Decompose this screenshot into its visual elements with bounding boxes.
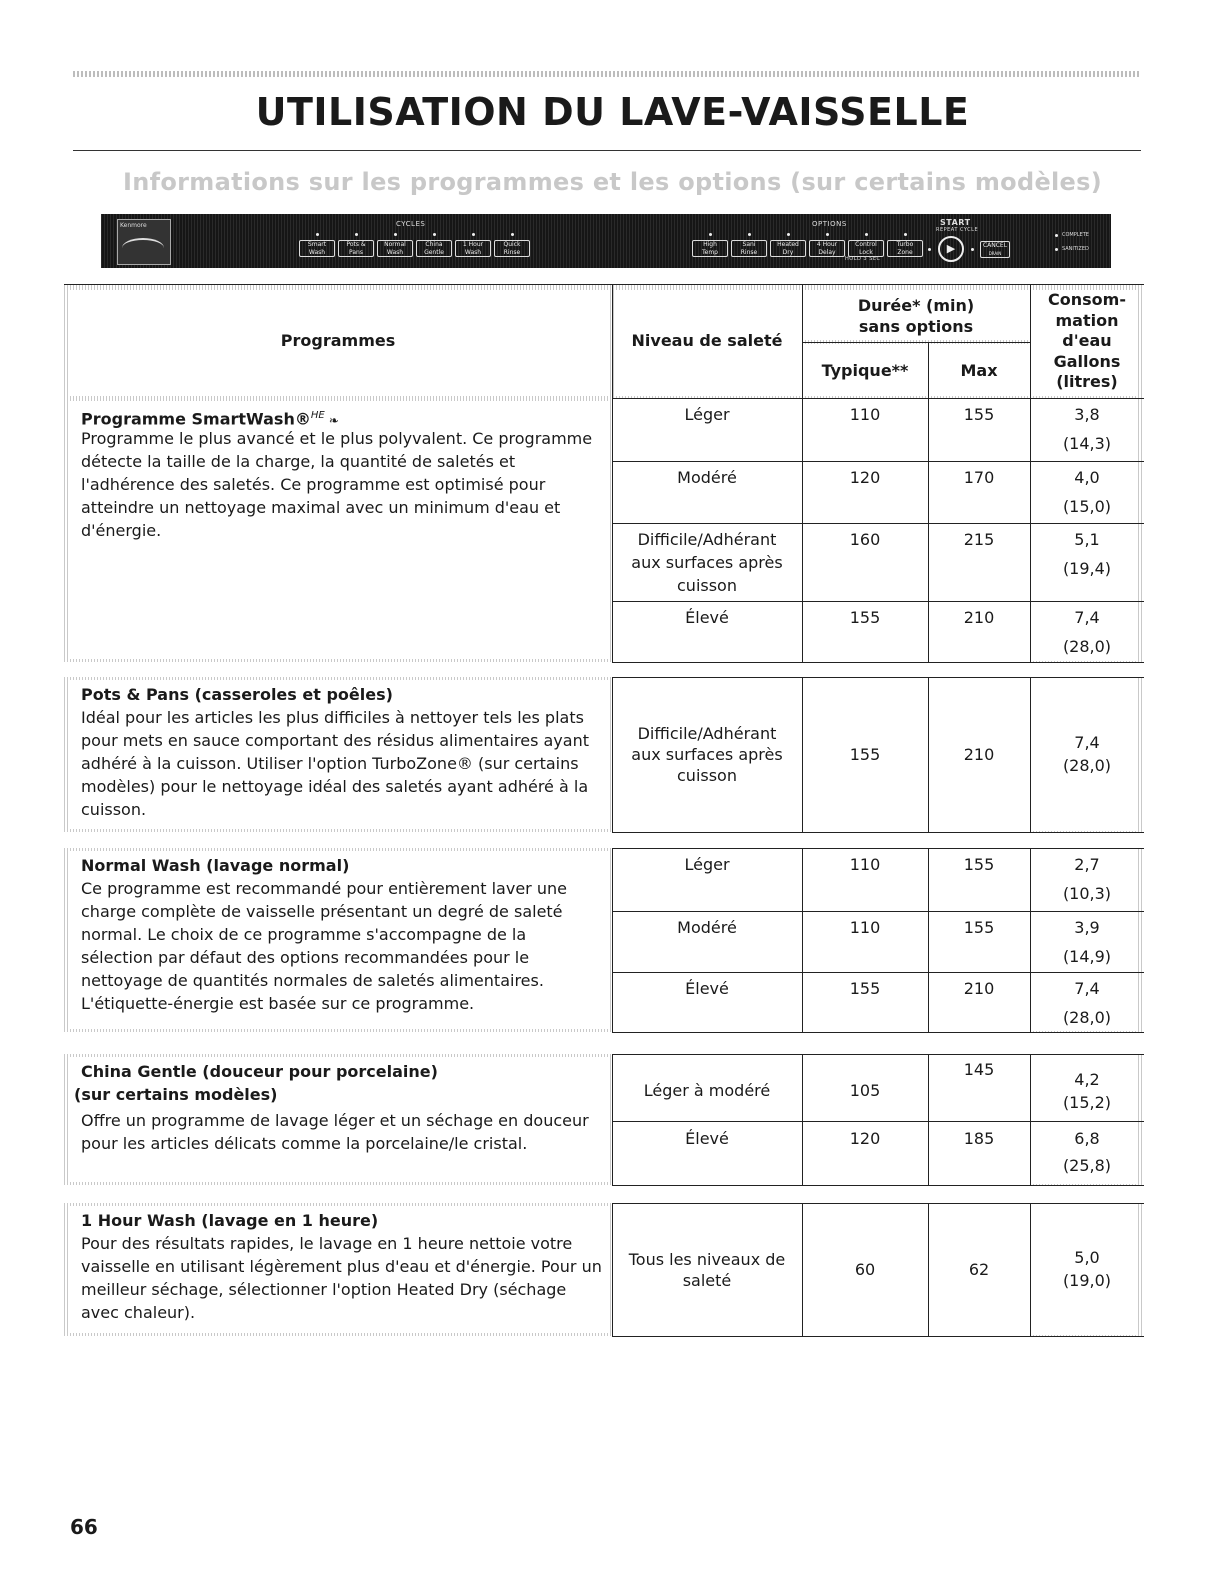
gallons-value: 7,4 (1074, 732, 1100, 752)
program-description-line: meilleur séchage, sélectionner l'option Heated Dry (séchage (81, 1280, 567, 1299)
value-cell-bg (803, 849, 928, 1032)
header-consommation: d'eau (1062, 331, 1112, 350)
leaf-icon: ❧ (324, 413, 339, 428)
program-name-superscript: HE (310, 410, 325, 421)
niveau-value: cuisson (677, 576, 737, 595)
indicator-dot (433, 233, 436, 236)
typique-value: 155 (849, 979, 881, 998)
button-line-1: 1 Hour (462, 241, 484, 248)
logo-swoosh-icon (122, 238, 164, 258)
block-top-border (612, 677, 1144, 678)
niveau-value: Élevé (685, 979, 729, 998)
litres-value: (14,3) (1062, 434, 1112, 453)
typique-value: 160 (849, 530, 881, 549)
max-value: 210 (963, 744, 995, 764)
litres-value: (15,2) (1062, 1093, 1112, 1112)
litres-value: (19,4) (1062, 559, 1112, 578)
program-description-line: normal. Le choix de ce programme s'accompagne de la (81, 925, 527, 944)
title-rule (73, 150, 1141, 151)
button-line-2: Pans (349, 249, 363, 256)
status-sanitized: SANITIZED (1062, 246, 1089, 252)
max-value: 210 (963, 979, 995, 998)
hold-label: HOLD 3 SEC (845, 256, 881, 262)
row-divider (612, 523, 1144, 524)
header-niveau: Niveau de saleté (631, 331, 783, 350)
cycle-button (416, 240, 452, 257)
header-duree-divider (802, 342, 1030, 343)
program-name: Pots & Pans (casseroles et poêles) (81, 685, 393, 704)
max-value: 155 (963, 855, 995, 874)
block-top-border (612, 398, 1144, 399)
button-line-1: Control (855, 241, 877, 248)
gallons-value: 7,4 (1074, 979, 1100, 998)
niveau-value: Léger (684, 405, 730, 424)
indicator-dot (748, 233, 751, 236)
program-description-line: pour mets en sauce comportant des résidus alimentaires ayant (81, 731, 589, 750)
max-value: 215 (963, 530, 995, 549)
program-description-line: cuisson. (81, 800, 147, 819)
indicator-dot (511, 233, 514, 236)
cycles-label: CYCLES (396, 220, 426, 228)
typique-value: 110 (849, 918, 881, 937)
row-divider (612, 1121, 1144, 1122)
section-subtitle: Informations sur les programmes et les options (sur certains modèles) (123, 168, 1102, 196)
drain-label: DRAIN (988, 251, 1002, 256)
value-cell-bg (613, 1055, 802, 1185)
header-duree: Durée* (min) (857, 296, 975, 315)
niveau-value: Modéré (677, 918, 737, 937)
button-line-1: Sani (742, 241, 756, 248)
cycle-button (455, 240, 491, 257)
gallons-value: 4,2 (1074, 1070, 1100, 1089)
button-line-2: Wash (464, 249, 482, 256)
litres-value: (28,0) (1062, 637, 1112, 656)
value-cell-bg (929, 849, 1030, 1032)
button-line-1: China (425, 241, 443, 248)
cycle-button (338, 240, 374, 257)
program-description-line: l'adhérence des saletés. Ce programme est optimisé pour (81, 475, 546, 494)
header-consommation: (litres) (1056, 372, 1118, 391)
program-description-line: adhéré à la cuisson. Utiliser l'option TurboZone® (sur certains (81, 754, 579, 773)
block-top-border (612, 1203, 1144, 1204)
header-max: Max (960, 361, 998, 380)
header-top-border (64, 284, 1144, 285)
gallons-value: 4,0 (1074, 468, 1100, 487)
header-programmes: Programmes (280, 331, 396, 350)
value-cell-bg (1031, 849, 1138, 1031)
gallons-value: 2,7 (1074, 855, 1100, 874)
indicator-dot (865, 233, 868, 236)
program-description-line: Offre un programme de lavage léger et un séchage en douceur (81, 1111, 589, 1130)
gallons-value: 5,0 (1074, 1247, 1100, 1267)
litres-value: (10,3) (1062, 884, 1112, 903)
typique-value: 110 (849, 855, 881, 874)
program-name: Normal Wash (lavage normal) (81, 856, 350, 875)
start-button-icon: ▶ (938, 236, 964, 262)
program-description-line: vaisselle en utilisant légèrement plus d'eau et d'énergie. Pour un (81, 1257, 602, 1276)
status-complete: COMPLETE (1062, 232, 1089, 238)
button-line-1: Quick (503, 241, 521, 248)
block-bottom-border (612, 832, 1144, 833)
program-name-line-2: (sur certains modèles) (74, 1085, 278, 1104)
indicator-dot (787, 233, 790, 236)
sanitized-dot (1055, 248, 1058, 251)
niveau-value: aux surfaces après (631, 553, 783, 572)
niveau-value: saleté (682, 1270, 732, 1290)
niveau-value: aux surfaces après (631, 745, 783, 764)
max-value: 145 (963, 1060, 995, 1079)
typique-value: 155 (849, 744, 881, 764)
complete-dot (1055, 234, 1058, 237)
gallons-value: 3,9 (1074, 918, 1100, 937)
button-line-2: Rinse (740, 249, 758, 256)
cycle-button (377, 240, 413, 257)
row-divider (612, 972, 1144, 973)
max-value: 170 (963, 468, 995, 487)
block-bottom-border (612, 1032, 1144, 1033)
top-dotted-rule (73, 71, 1141, 77)
indicator-dot (709, 233, 712, 236)
cancel-indicator-dot (971, 248, 974, 251)
cancel-button-icon (980, 241, 1010, 258)
logo-text: Kenmore (120, 222, 147, 229)
indicator-dot (826, 233, 829, 236)
niveau-value: Élevé (685, 608, 729, 627)
block-bottom-border (612, 1336, 1144, 1337)
header-consommation: Gallons (1053, 351, 1121, 371)
indicator-dot (904, 233, 907, 236)
header-consommation: Consom- (1048, 290, 1126, 309)
cancel-label: CANCEL (982, 242, 1008, 249)
block-top-border (612, 1054, 1144, 1055)
button-line-2: Wash (386, 249, 404, 256)
button-line-1: 4 Hour (816, 241, 838, 248)
button-line-2: Lock (859, 249, 873, 256)
options-label: OPTIONS (812, 220, 847, 228)
niveau-value: Élevé (685, 1129, 729, 1148)
cycle-button (299, 240, 335, 257)
header-sans-options: sans options (858, 317, 974, 336)
option-button (770, 240, 806, 257)
niveau-value: Difficile/Adhérant (637, 724, 777, 743)
block-bottom-border (612, 662, 1144, 663)
max-value: 210 (963, 608, 995, 627)
litres-value: (15,0) (1062, 497, 1112, 516)
typique-value: 105 (849, 1080, 881, 1100)
row-divider (612, 911, 1144, 912)
row-divider (612, 461, 1144, 462)
indicator-dot (355, 233, 358, 236)
program-description-line: pour les articles délicats comme la porcelaine/le cristal. (81, 1134, 528, 1153)
niveau-value: cuisson (677, 766, 737, 785)
typique-value: 155 (849, 608, 881, 627)
typique-value: 120 (849, 468, 881, 487)
program-description-line: Pour des résultats rapides, le lavage en 1 heure nettoie votre (81, 1234, 573, 1253)
program-name: China Gentle (douceur pour porcelaine) (81, 1062, 438, 1081)
cycle-button (494, 240, 530, 257)
max-value: 155 (963, 405, 995, 424)
button-line-2: Wash (308, 249, 326, 256)
program-description-line: sélection par défaut des options recommandées pour le (81, 948, 530, 967)
indicator-dot (394, 233, 397, 236)
kenmore-logo (117, 219, 171, 265)
program-description-line: Ce programme est recommandé pour entièrement laver une (81, 879, 567, 898)
option-button (809, 240, 845, 257)
column-border (612, 1054, 613, 1185)
option-button (692, 240, 728, 257)
program-description-line: nettoyage de quantités normales de saletés alimentaires. (81, 971, 544, 990)
niveau-value: Modéré (677, 468, 737, 487)
header-consommation: mation (1055, 310, 1119, 330)
gallons-value: 5,1 (1074, 530, 1100, 549)
program-description-line: atteindre un nettoyage maximal avec un minimum d'eau et (81, 498, 561, 517)
button-line-1: Pots & (346, 241, 366, 248)
program-description-line: Idéal pour les articles les plus difficiles à nettoyer tels les plats (81, 708, 584, 727)
program-description-line: avec chaleur). (81, 1303, 196, 1322)
page-title: UTILISATION DU LAVE-VAISSELLE (255, 90, 970, 134)
button-line-1: Smart (307, 241, 327, 248)
typique-value: 110 (849, 405, 881, 424)
litres-value: (14,9) (1062, 947, 1112, 966)
button-line-1: Normal (384, 241, 406, 248)
indicator-dot (316, 233, 319, 236)
max-value: 155 (963, 918, 995, 937)
program-name: Programme SmartWash®$^{HE}$ ❧ (81, 409, 339, 429)
program-description-line: charge complète de vaisselle présentant un degré de saleté (81, 902, 563, 921)
start-indicator-dot (928, 248, 931, 251)
option-button (848, 240, 884, 257)
value-cell-bg (803, 1055, 928, 1185)
indicator-dot (472, 233, 475, 236)
litres-value: (25,8) (1062, 1156, 1112, 1175)
button-line-2: Delay (818, 249, 836, 256)
button-line-1: Turbo (896, 241, 914, 248)
start-label: START (940, 218, 971, 227)
button-line-2: Rinse (503, 249, 521, 256)
litres-value: (28,0) (1062, 1008, 1112, 1027)
max-value: 62 (968, 1259, 990, 1279)
option-button (731, 240, 767, 257)
max-value: 185 (963, 1129, 995, 1148)
program-description-line: L'étiquette-énergie est basée sur ce programme. (81, 994, 475, 1013)
program-description-line: d'énergie. (81, 521, 162, 540)
repeat-cycle-label: REPEAT CYCLE (936, 227, 979, 233)
niveau-value: Difficile/Adhérant (637, 530, 777, 549)
niveau-value: Léger (684, 855, 730, 874)
column-border (802, 1054, 803, 1185)
gallons-value: 6,8 (1074, 1129, 1100, 1148)
block-top-border (612, 848, 1144, 849)
row-divider (612, 601, 1144, 602)
typique-value: 120 (849, 1129, 881, 1148)
button-line-1: Heated (777, 241, 799, 248)
button-line-1: High (703, 241, 717, 248)
option-button (887, 240, 923, 257)
gallons-value: 7,4 (1074, 608, 1100, 627)
value-cell-bg (613, 849, 802, 1032)
button-line-2: Temp (702, 249, 718, 256)
typique-value: 60 (854, 1259, 876, 1279)
block-bottom-border (612, 1185, 1144, 1186)
litres-value: (19,0) (1062, 1270, 1112, 1290)
button-line-2: Gentle (424, 249, 444, 256)
program-description-line: modèles) pour le nettoyage idéal des saletés ayant adhéré à la (81, 777, 589, 796)
program-description-line: détecte la taille de la charge, la quantité de saletés et (81, 452, 516, 471)
button-line-2: Zone (897, 249, 913, 256)
gallons-value: 3,8 (1074, 405, 1100, 424)
niveau-value: Tous les niveaux de (628, 1249, 786, 1269)
litres-value: (28,0) (1062, 755, 1112, 775)
button-line-2: Dry (782, 249, 794, 256)
niveau-value: Léger à modéré (643, 1080, 771, 1100)
program-description-line: Programme le plus avancé et le plus polyvalent. Ce programme (81, 429, 593, 448)
page-number: 66 (70, 1515, 98, 1539)
header-typique: Typique** (821, 361, 909, 380)
program-name: 1 Hour Wash (lavage en 1 heure) (81, 1211, 379, 1230)
